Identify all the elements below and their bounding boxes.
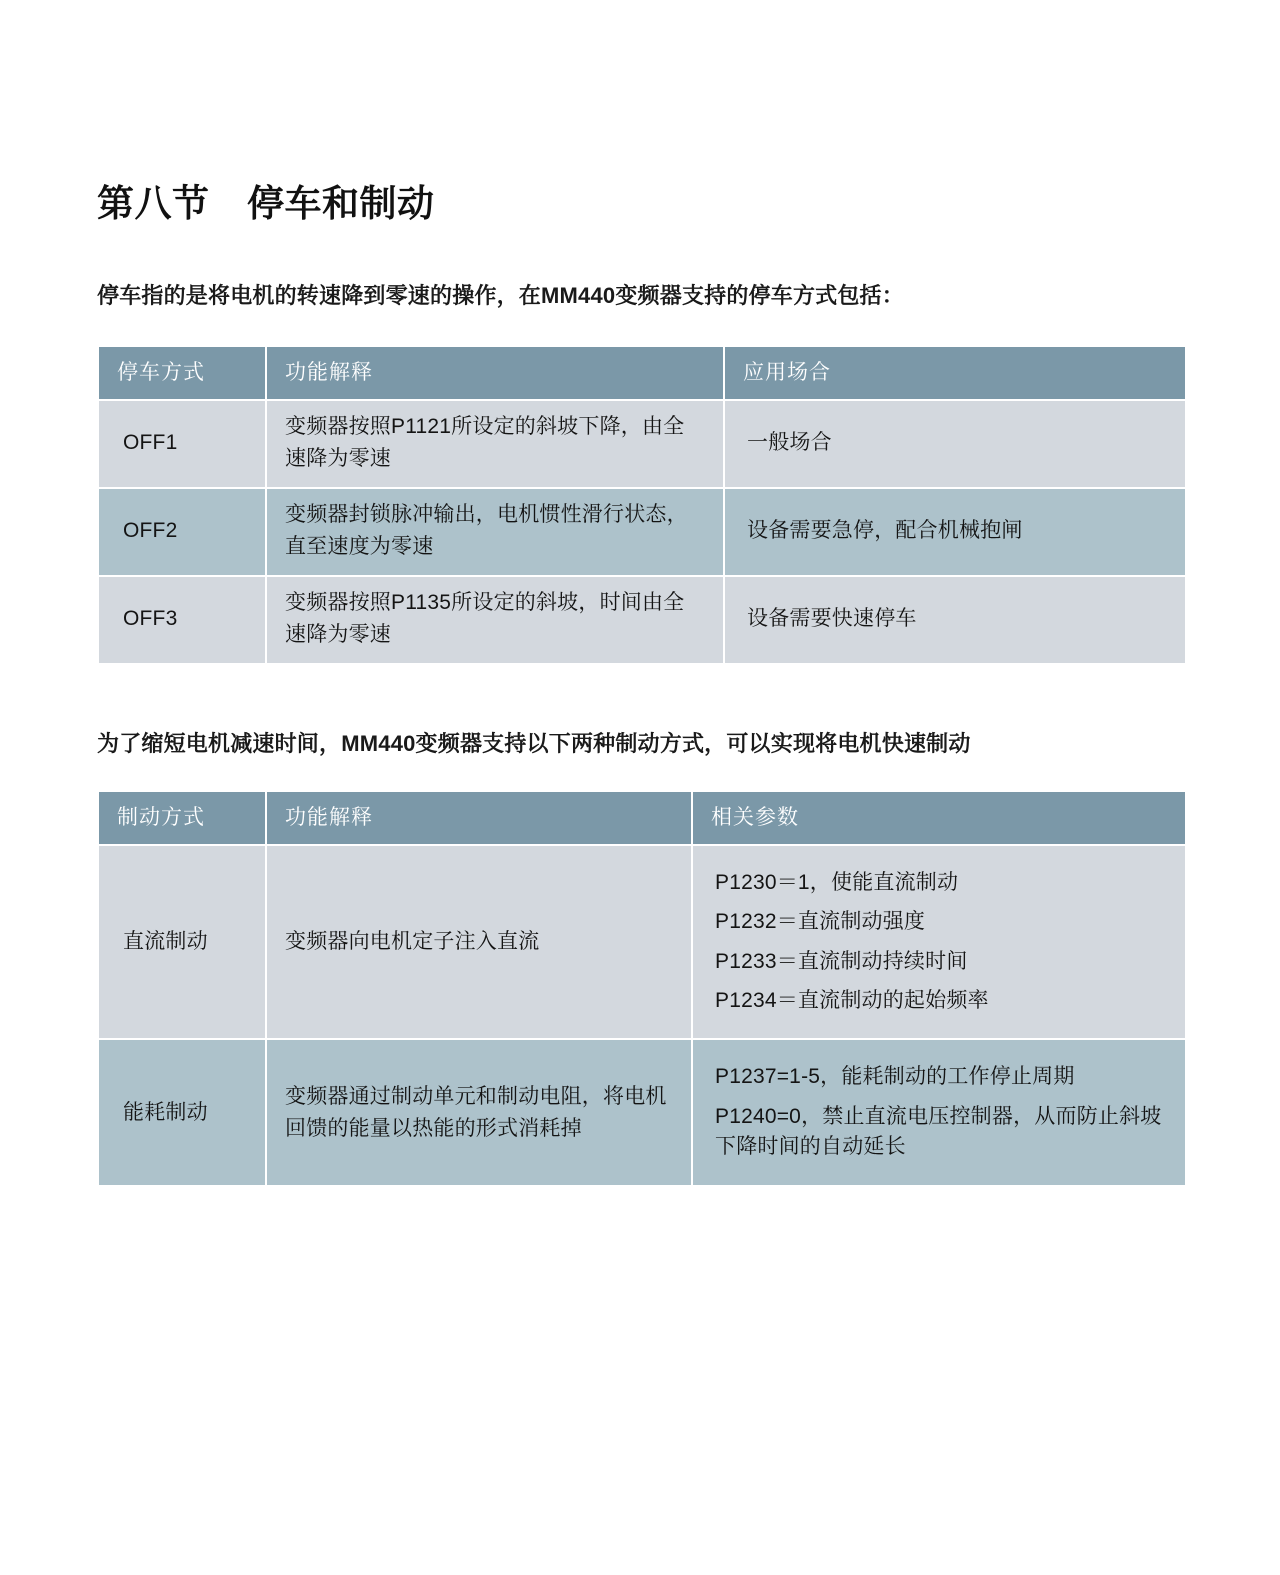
braking-methods-table [97,790,1187,1187]
parameter-item: P1237=1-5，能耗制动的工作停止周期 [715,1065,1075,1089]
cell-parameters [693,1040,1185,1184]
table-row [99,846,1185,1039]
cell-function: 变频器按照P1121所设定的斜坡下降，由全速降为零速 [267,401,723,487]
cell-function: 变频器按照P1135所设定的斜坡，时间由全速降为零速 [267,577,723,663]
page-title: 第八节 停车和制动 [97,183,435,224]
column-header-stop-mode: 停车方式 [99,347,265,399]
table-row [99,577,1185,663]
cell-stop-mode: OFF2 [99,489,265,575]
column-header-brake-mode: 制动方式 [99,792,265,844]
table-row [99,1040,1185,1184]
cell-application: 设备需要快速停车 [725,577,1185,663]
parameter-item: P1232＝直流制动强度 [715,910,926,934]
cell-stop-mode: OFF1 [99,401,265,487]
column-header-application: 应用场合 [725,347,1185,399]
cell-function: 变频器向电机定子注入直流 [267,846,691,1039]
parameter-item: P1234＝直流制动的起始频率 [715,989,989,1012]
stop-methods-table-wrapper [97,312,1183,664]
page-content [97,0,1183,1187]
cell-function: 变频器封锁脉冲输出，电机惯性滑行状态，直至速度为零速 [267,489,723,575]
parameter-item: P1240=0，禁止直流电压控制器，从而防止斜坡下降时间的自动延长 [715,1104,1162,1159]
cell-application: 一般场合 [725,401,1185,487]
column-header-function: 功能解释 [267,347,723,399]
cell-brake-mode: 能耗制动 [99,1040,265,1184]
cell-function: 变频器通过制动单元和制动电阻，将电机回馈的能量以热能的形式消耗掉 [267,1040,691,1184]
cell-brake-mode: 直流制动 [99,846,265,1039]
parameter-list [715,1062,1171,1162]
mid-paragraph: 为了缩短电机减速时间，MM440变频器支持以下两种制动方式，可以实现将电机快速制动 [97,730,971,756]
intro-paragraph: 停车指的是将电机的转速降到零速的操作，在MM440变频器支持的停车方式包括： [97,283,904,309]
table-header-row [99,792,1185,844]
spacer [97,760,1183,790]
cell-parameters [693,846,1185,1039]
cell-application: 设备需要急停，配合机械抱闸 [725,489,1185,575]
column-header-function: 功能解释 [267,792,691,844]
parameter-list [715,868,1171,1017]
table-row [99,489,1185,575]
stop-methods-table [97,345,1187,664]
spacer [97,665,1183,727]
table-row [99,401,1185,487]
parameter-item: P1233＝直流制动持续时间 [715,949,968,973]
table-header-row [99,347,1185,399]
cell-stop-mode: OFF3 [99,577,265,663]
parameter-item: P1230＝1，使能直流制动 [715,870,959,894]
column-header-parameters: 相关参数 [693,792,1185,844]
